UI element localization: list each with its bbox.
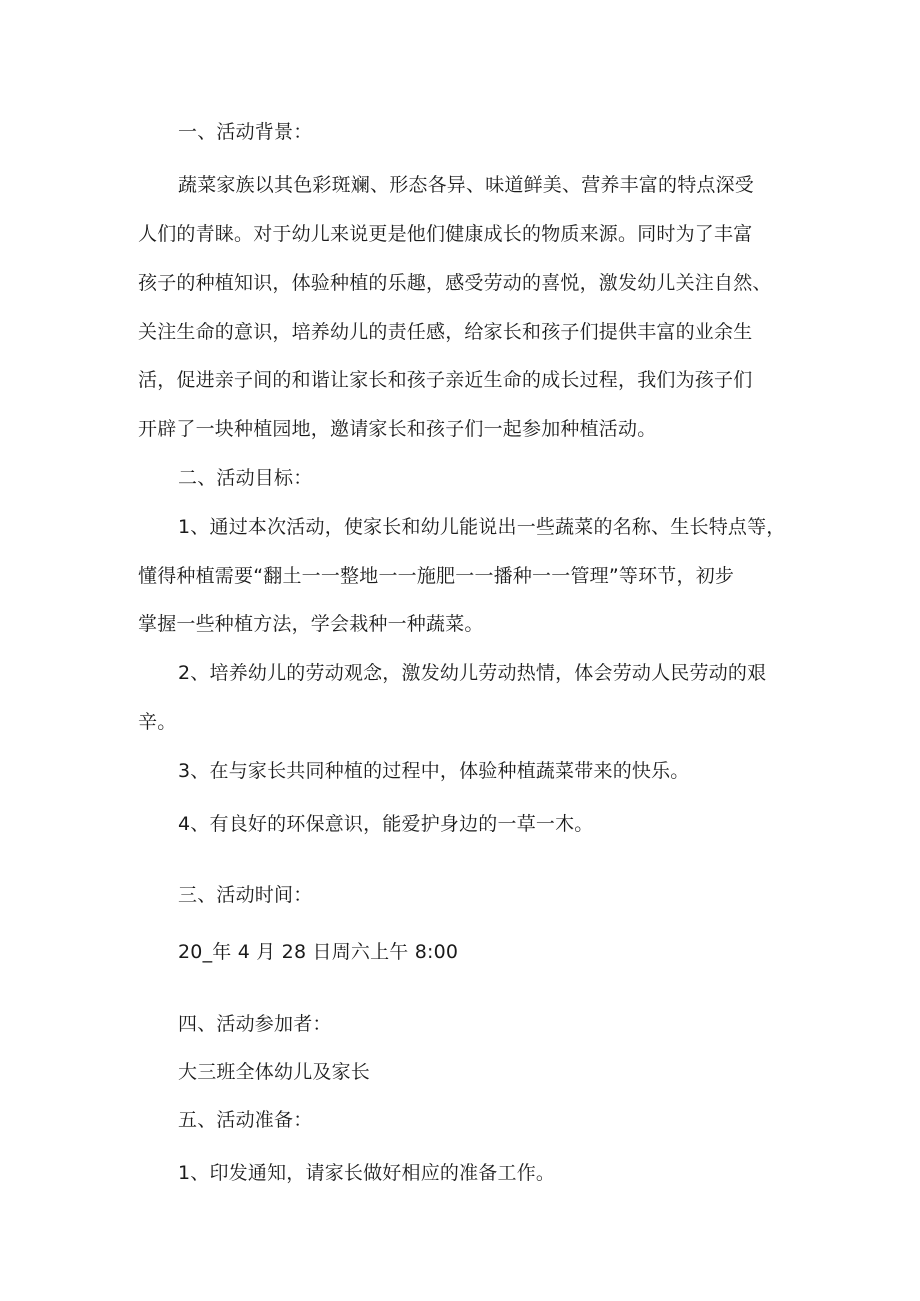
section-heading-goals: 二、活动目标： [178,467,313,489]
goal-1-line-1: 1、通过本次活动，使家长和幼儿能说出一些蔬菜的名称、生长特点等， [178,516,786,538]
goal-4: 4、有良好的环保意识，能爱护身边的一草一木。 [178,813,594,835]
section-heading-background: 一、活动背景： [178,121,313,143]
participants-value: 大三班全体幼儿及家长 [178,1061,371,1083]
section-heading-time: 三、活动时间： [178,884,313,906]
goal-1-line-3: 掌握一些种植方法，学会栽种一种蔬菜。 [138,613,484,635]
activity-time-value: 20_年 4 月 28 日周六上午 8:00 [178,941,459,963]
background-paragraph-line-2: 人们的青睐。对于幼儿来说更是他们健康成长的物质来源。同时为了丰富 [138,223,753,245]
section-heading-preparation: 五、活动准备： [178,1109,313,1131]
preparation-item-1: 1、印发通知，请家长做好相应的准备工作。 [178,1162,556,1184]
background-paragraph-line-4: 关注生命的意识，培养幼儿的责任感，给家长和孩子们提供丰富的业余生 [138,321,753,343]
goal-2-line-1: 2、培养幼儿的劳动观念，激发幼儿劳动热情，体会劳动人民劳动的艰 [178,662,767,684]
background-paragraph-line-6: 开辟了一块种植园地，邀请家长和孩子们一起参加种植活动。 [138,418,657,440]
goal-1-line-2: 懂得种植需要“翻土一一整地一一施肥一一播种一一管理”等环节，初步 [138,565,735,587]
goal-3: 3、在与家长共同种植的过程中，体验种植蔬菜带来的快乐。 [178,760,690,782]
background-paragraph-line-1: 蔬菜家族以其色彩斑斓、形态各异、味道鲜美、营养丰富的特点深受 [178,174,755,196]
background-paragraph-line-3: 孩子的种植知识，体验种植的乐趣，感受劳动的喜悦，激发幼儿关注自然、 [138,272,772,294]
section-heading-participants: 四、活动参加者： [178,1013,332,1035]
background-paragraph-line-5: 活，促进亲子间的和谐让家长和孩子亲近生命的成长过程，我们为孩子们 [138,369,753,391]
goal-2-line-2: 辛。 [138,711,177,733]
